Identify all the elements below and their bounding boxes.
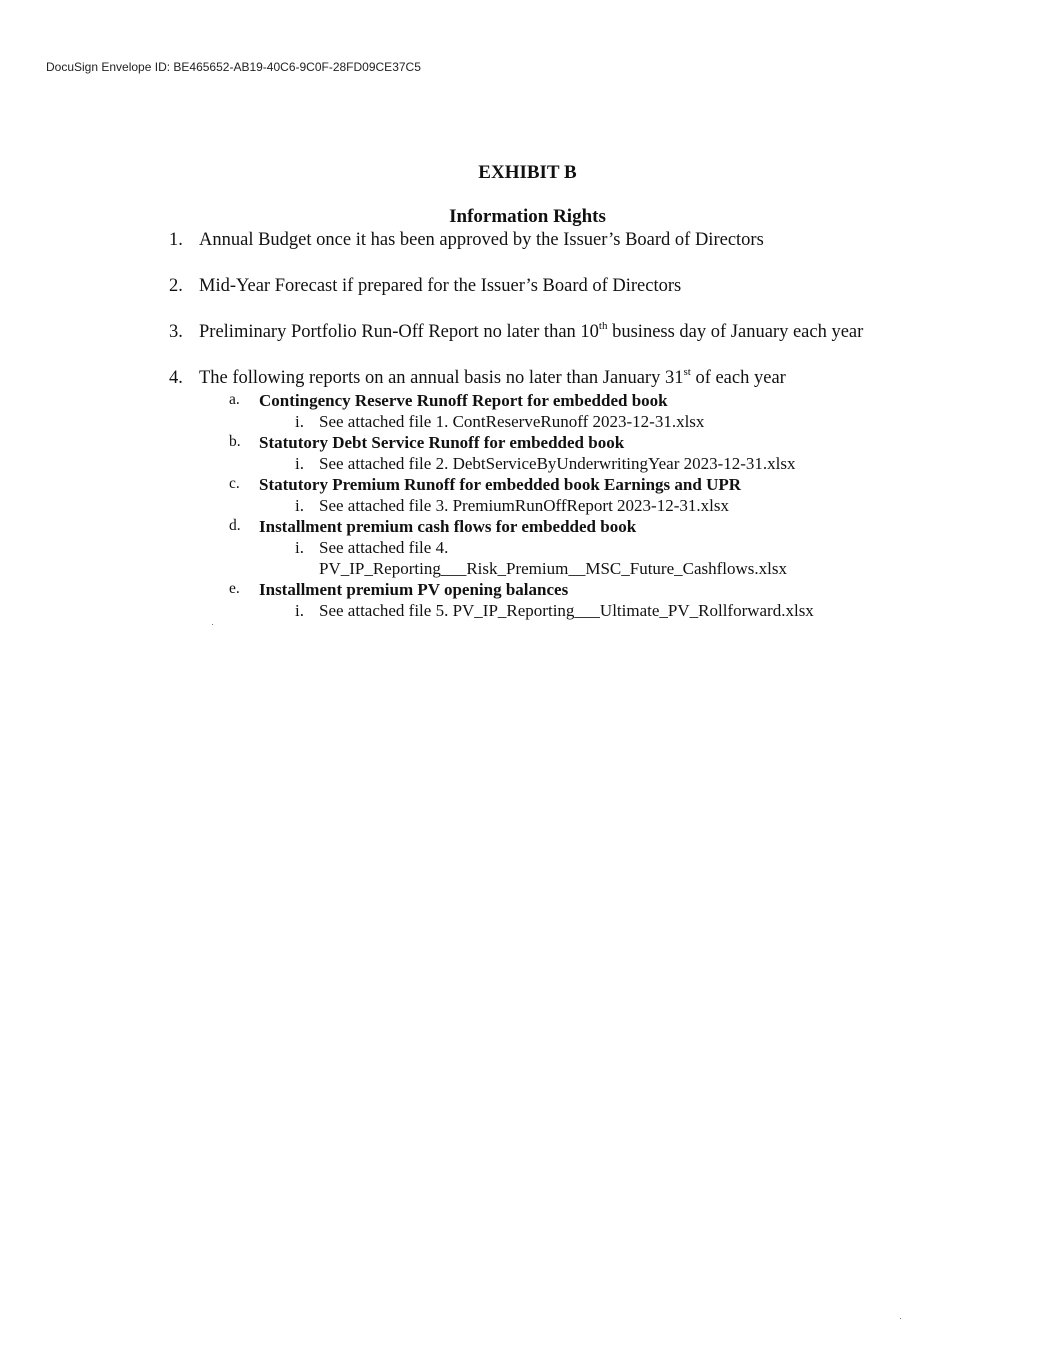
item-text	[199, 368, 786, 389]
envelope-id: DocuSign Envelope ID: BE465652-AB19-40C6-9C0F-28FD09CE37C5	[46, 60, 421, 74]
item-text-after: of each year	[690, 368, 786, 388]
scan-speck	[212, 624, 213, 625]
attachment-text: See attached file 2. DebtServiceByUnderwritingYear 2023-12-31.xlsx	[319, 454, 796, 473]
attachment-text: See attached file 5. PV_IP_Reporting___Ultimate_PV_Rollforward.xlsx	[319, 601, 814, 620]
ordinal-suffix: th	[598, 320, 608, 332]
subitem-title: Statutory Premium Runoff for embedded book Earnings and UPR	[259, 475, 742, 494]
ordinal-suffix: st	[683, 366, 691, 378]
item-text-before: The following reports on an annual basis no later than January 31	[199, 368, 684, 388]
subitem-title: Statutory Debt Service Runoff for embedded book	[259, 433, 625, 452]
item-number: 3.	[169, 322, 183, 342]
attachment-filename: PV_IP_Reporting___Risk_Premium__MSC_Future_Cashflows.xlsx	[319, 559, 788, 578]
roman-numeral: i.	[295, 538, 304, 557]
item-text-after: business day of January each year	[607, 322, 864, 342]
subitem-letter: e.	[229, 580, 240, 597]
subitem-title: Installment premium cash flows for embedded book	[259, 517, 637, 536]
item-number: 1.	[169, 230, 183, 250]
subitem-letter: d.	[229, 517, 241, 534]
attachment-text: See attached file 1. ContReserveRunoff 2023-12-31.xlsx	[319, 412, 705, 431]
subitem-title: Contingency Reserve Runoff Report for embedded book	[259, 391, 668, 410]
attachment-text: See attached file 4.	[319, 538, 449, 557]
roman-numeral: i.	[295, 454, 304, 473]
item-number: 4.	[169, 368, 183, 388]
attachment-text: See attached file 3. PremiumRunOffReport 2023-12-31.xlsx	[319, 496, 729, 515]
roman-numeral: i.	[295, 601, 304, 620]
item-text-before: Preliminary Portfolio Run-Off Report no later than 10	[199, 322, 599, 342]
subitem-letter: c.	[229, 475, 240, 492]
roman-numeral: i.	[295, 496, 304, 515]
item-number: 2.	[169, 276, 183, 296]
subitem-title: Installment premium PV opening balances	[259, 580, 569, 599]
scan-speck	[900, 1318, 901, 1319]
exhibit-title: EXHIBIT B	[478, 162, 577, 183]
item-text: Mid-Year Forecast if prepared for the Issuer’s Board of Directors	[199, 276, 682, 296]
exhibit-subtitle: Information Rights	[449, 206, 606, 227]
subitem-letter: b.	[229, 433, 241, 450]
item-text: Annual Budget once it has been approved by the Issuer’s Board of Directors	[199, 230, 764, 250]
subitem-letter: a.	[229, 391, 240, 408]
roman-numeral: i.	[295, 412, 304, 431]
item-text	[199, 322, 863, 343]
